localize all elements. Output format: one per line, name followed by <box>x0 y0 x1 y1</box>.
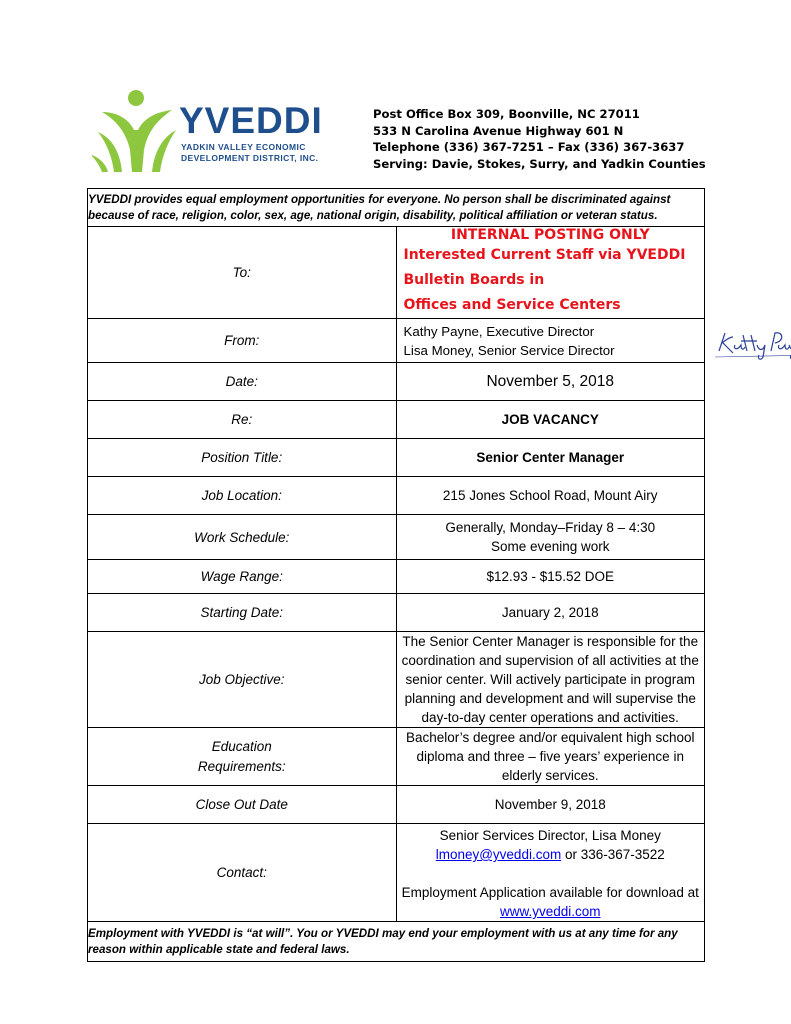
education-label-line: Education <box>211 738 272 754</box>
schedule-line: Generally, Monday–Friday 8 – 4:30 <box>445 520 656 535</box>
from-value <box>396 319 705 363</box>
job-location-value: 215 Jones School Road, Mount Airy <box>396 477 705 515</box>
at-will-notice: Employment with YVEDDI is “at will”. You or YVEDDI may end your employment with us at any time for any reason within applicable state and federal laws. <box>88 922 705 962</box>
job-location-label: Job Location: <box>88 477 397 515</box>
logo-subtitle-line: YADKIN VALLEY ECONOMIC <box>181 142 306 152</box>
date-value: November 5, 2018 <box>396 363 705 401</box>
education-label <box>88 728 397 786</box>
wage-range-value: $12.93 - $15.52 DOE <box>396 560 705 594</box>
logo-subtitle <box>181 142 318 164</box>
application-line <box>397 883 705 921</box>
letterhead <box>92 86 712 176</box>
to-recipients-line: Offices and Service Centers <box>403 297 621 313</box>
logo-subtitle-line: DEVELOPMENT DISTRICT, INC. <box>181 153 319 163</box>
website-link[interactable]: www.yveddi.com <box>499 904 601 919</box>
schedule-line: Some evening work <box>490 539 610 554</box>
job-objective-label: Job Objective: <box>88 632 397 728</box>
equal-opportunity-notice: YVEDDI provides equal employment opportunities for everyone. No person shall be discriminated against because of race, religion, color, sex, age, national origin, disability, political affiliation or veteran status. <box>88 189 705 227</box>
application-text: Employment Application available for download at <box>401 885 699 900</box>
logo-wordmark: YVEDDI <box>179 100 323 141</box>
address-block <box>373 106 706 172</box>
close-out-date-label: Close Out Date <box>88 786 397 824</box>
address-line: Post Office Box 309, Boonville, NC 27011 <box>373 107 640 121</box>
starting-date-label: Starting Date: <box>88 594 397 632</box>
education-value: Bachelor’s degree and/or equivalent high school diploma and three – five years’ experience in elderly services. <box>396 728 705 786</box>
leaf-figure-icon <box>92 86 182 176</box>
contact-prefix: Senior Services Director, Lisa Money <box>439 828 661 843</box>
contact-value <box>396 824 705 922</box>
job-posting-table <box>87 188 705 962</box>
position-title-value: Senior Center Manager <box>396 439 705 477</box>
to-value <box>396 227 705 319</box>
internal-posting-heading: INTERNAL POSTING ONLY <box>450 227 650 243</box>
from-line: Lisa Money, Senior Service Director <box>403 342 615 358</box>
to-recipients-line: Interested Current Staff via YVEDDI Bulletin Boards in <box>403 247 686 288</box>
email-link[interactable]: lmoney@yveddi.com <box>435 847 562 862</box>
position-title-label: Position Title: <box>88 439 397 477</box>
job-objective-value: The Senior Center Manager is responsible for the coordination and supervision of all activities at the senior center. Will actively participate in program planning and development and will supervise the day-to-day center operations and activities. <box>396 632 705 728</box>
close-out-date-value: November 9, 2018 <box>396 786 705 824</box>
wage-range-label: Wage Range: <box>88 560 397 594</box>
education-label-line: Requirements: <box>197 758 286 774</box>
date-label: Date: <box>88 363 397 401</box>
address-line: 533 N Carolina Avenue Highway 601 N <box>373 123 624 138</box>
work-schedule-value <box>396 515 705 560</box>
phone-line: Telephone (336) 367-7251 – Fax (336) 367-3637 <box>373 140 685 154</box>
serving-line: Serving: Davie, Stokes, Surry, and Yadkin Counties <box>373 156 706 171</box>
starting-date-value: January 2, 2018 <box>396 594 705 632</box>
contact-label: Contact: <box>88 824 397 922</box>
work-schedule-label: Work Schedule: <box>88 515 397 560</box>
re-label: Re: <box>88 401 397 439</box>
from-label: From: <box>88 319 397 363</box>
contact-phone: or 336-367-3522 <box>561 847 665 862</box>
yveddi-logo <box>92 86 337 176</box>
from-line: Kathy Payne, Executive Director <box>403 323 595 339</box>
re-value: JOB VACANCY <box>396 401 705 439</box>
to-label: To: <box>88 227 397 319</box>
contact-line <box>397 826 705 864</box>
signature-image <box>713 325 791 361</box>
